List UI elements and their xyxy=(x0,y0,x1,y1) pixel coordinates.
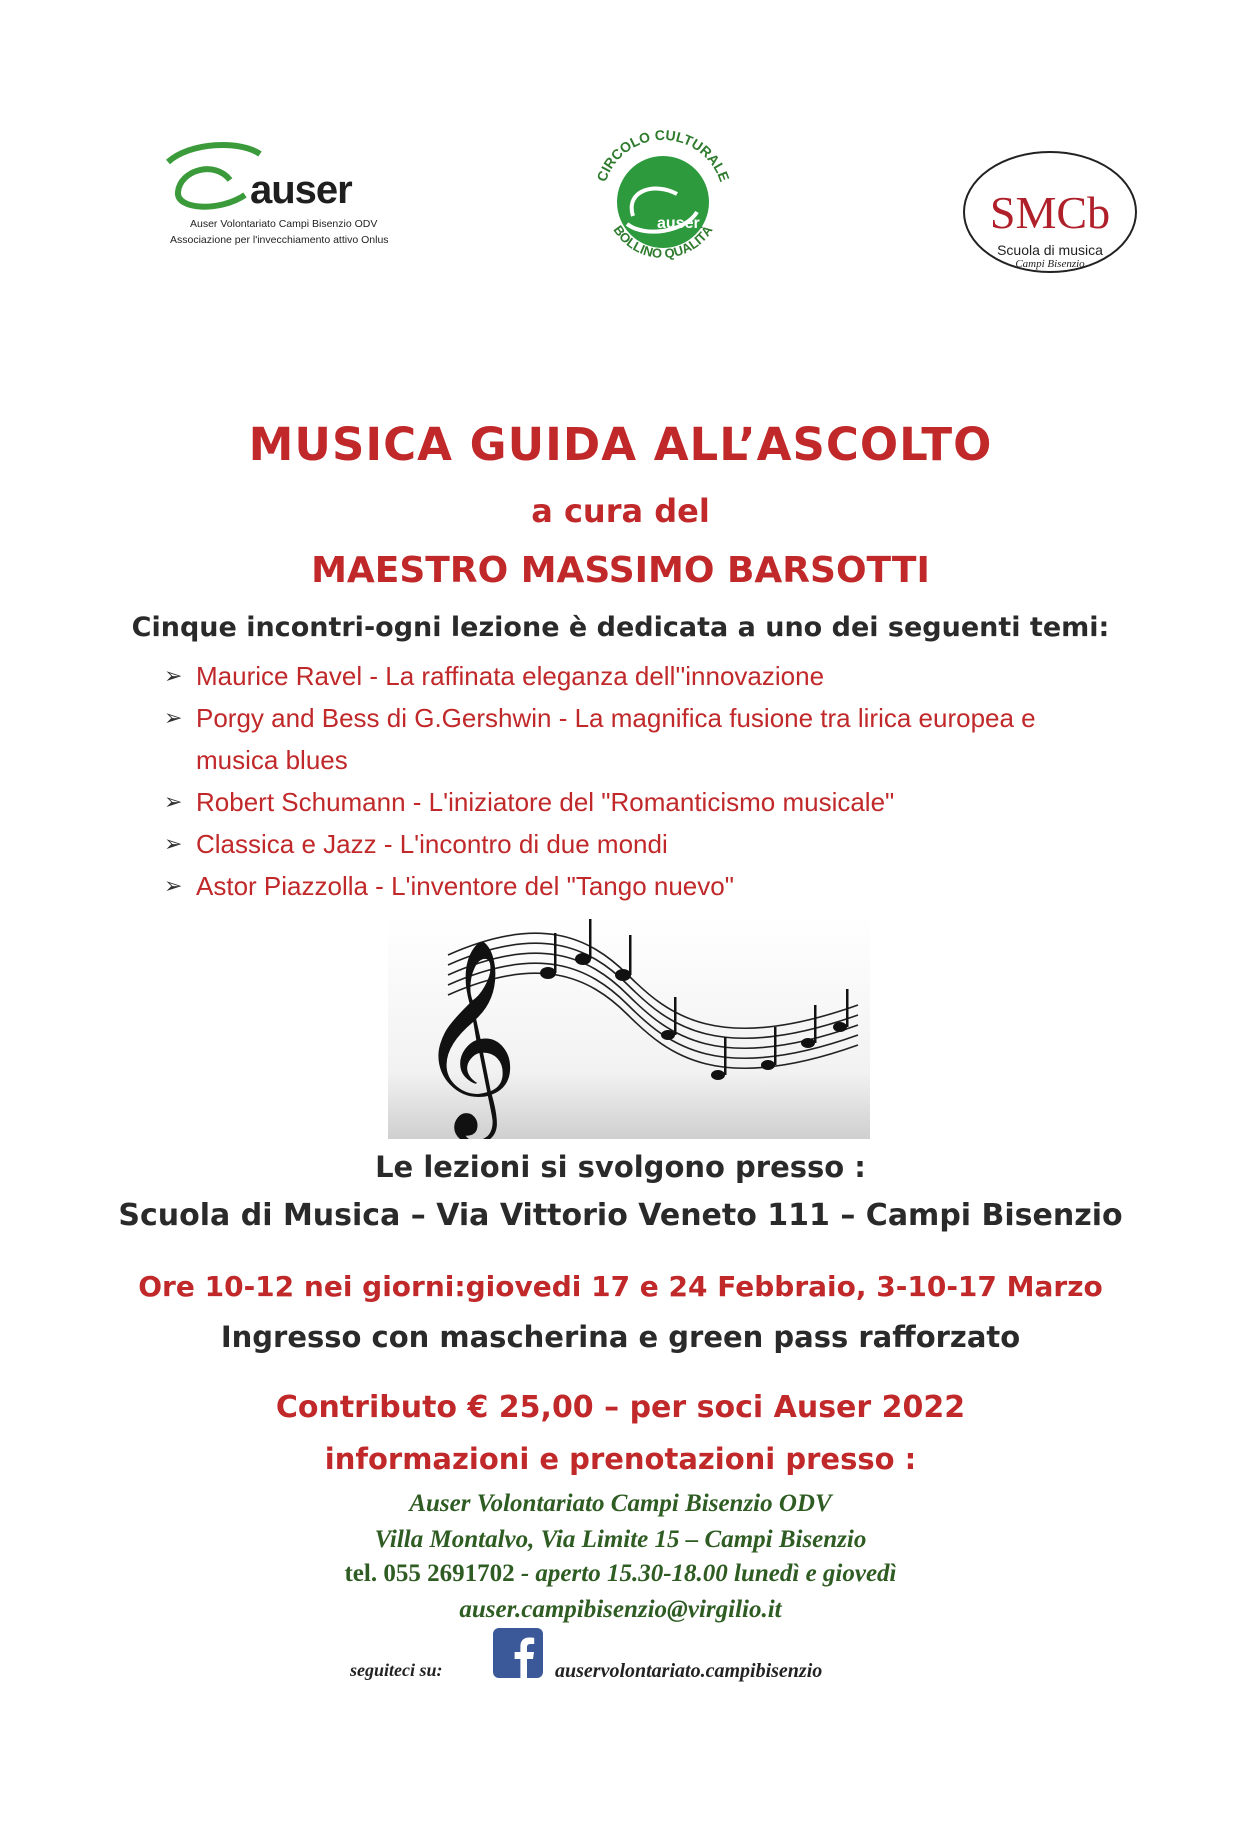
smcb-line-1: Scuola di musica xyxy=(997,242,1103,258)
venue-label: Le lezioni si svolgono presso : xyxy=(375,1150,866,1184)
smcb-monogram: SMCb xyxy=(989,187,1111,238)
auser-logo xyxy=(160,140,440,250)
circolo-brand: auser xyxy=(657,215,700,232)
maestro-name: MAESTRO MASSIMO BARSOTTI xyxy=(311,550,930,591)
circolo-culturale-logo xyxy=(585,120,740,280)
office-hours: - aperto 15.30-18.00 lunedì e giovedì xyxy=(514,1560,897,1587)
topic-text: Maurice Ravel - La raffinata eleganza dell''innovazione xyxy=(196,661,825,691)
smcb-line-2: Campi Bisenzio xyxy=(1015,258,1085,270)
topic-text: Astor Piazzolla - L'inventore del "Tango nuevo" xyxy=(196,871,734,901)
entry-requirements: Ingresso con mascherina e green pass rafforzato xyxy=(220,1320,1021,1354)
contact-address: Villa Montalvo, Via Limite 15 – Campi Bisenzio xyxy=(374,1526,867,1553)
topic-text: Robert Schumann - L'iniziatore del "Romanticismo musicale" xyxy=(196,787,895,817)
schedule: Ore 10-12 nei giorni:giovedi 17 e 24 Febbraio, 3-10-17 Marzo xyxy=(138,1270,1103,1303)
page-title: MUSICA GUIDA ALL’ASCOLTO xyxy=(248,418,993,471)
follow-label: seguiteci su: xyxy=(350,1660,443,1680)
arrow-bullet-icon: ➢ xyxy=(164,663,183,688)
topic-text: Porgy and Bess di G.Gershwin - La magnifica fusione tra lirica europea e musica blues xyxy=(196,703,1036,775)
contact-org: Auser Volontariato Campi Bisenzio ODV xyxy=(409,1490,832,1517)
arrow-bullet-icon: ➢ xyxy=(164,873,183,898)
list-item xyxy=(160,823,1100,865)
circolo-badge-icon xyxy=(585,120,740,280)
contact-phone xyxy=(0,1560,1241,1588)
svg-text:𝄞: 𝄞 xyxy=(418,938,519,1136)
scuola-musica-logo xyxy=(960,150,1140,280)
auser-brand: auser xyxy=(250,168,352,212)
topics-list xyxy=(160,655,1100,907)
circolo-bottom-text: BOLLINO QUALITÀ xyxy=(610,222,716,262)
facebook-page-link[interactable]: auservolontariato.campibisenzio xyxy=(555,1660,823,1682)
list-item xyxy=(160,697,1100,781)
list-item xyxy=(160,865,1100,907)
list-item xyxy=(160,781,1100,823)
phone-number: tel. 055 2691702 xyxy=(344,1560,515,1587)
fee: Contributo € 25,00 – per soci Auser 2022 xyxy=(275,1390,966,1425)
contact-email[interactable]: auser.campibisenzio@virgilio.it xyxy=(459,1596,782,1623)
auser-subtitle-2: Associazione per l'invecchiamento attivo Onlus xyxy=(170,234,389,246)
music-staff-icon xyxy=(388,915,870,1139)
circolo-arc-text: CIRCOLO CULTURALE xyxy=(593,126,733,184)
topic-text: Classica e Jazz - L'incontro di due mondi xyxy=(196,829,668,859)
venue-place: Scuola di Musica – Via Vittorio Veneto 111 – Campi Bisenzio xyxy=(118,1198,1123,1233)
info-label: informazioni e prenotazioni presso : xyxy=(324,1442,917,1476)
music-notes-image xyxy=(388,915,870,1139)
auser-subtitle-1: Auser Volontariato Campi Bisenzio ODV xyxy=(190,218,378,230)
arrow-bullet-icon: ➢ xyxy=(164,789,183,814)
arrow-bullet-icon: ➢ xyxy=(164,831,183,856)
facebook-icon[interactable] xyxy=(493,1628,543,1678)
intro-text: Cinque incontri-ogni lezione è dedicata a uno dei seguenti temi: xyxy=(131,612,1110,643)
list-item xyxy=(160,655,1100,697)
subtitle: a cura del xyxy=(531,492,710,530)
arrow-bullet-icon: ➢ xyxy=(164,705,183,730)
